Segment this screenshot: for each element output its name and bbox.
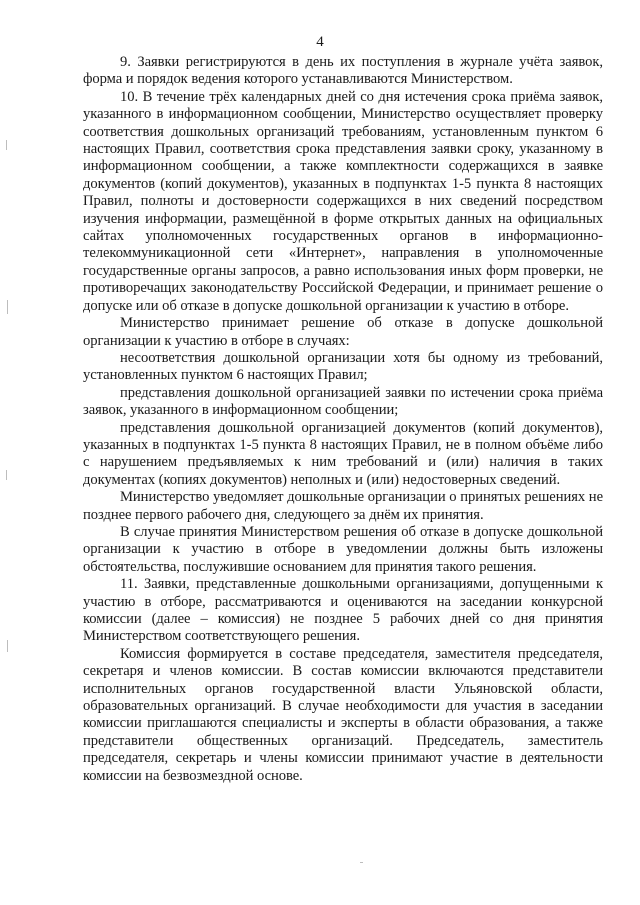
scan-mark [6,470,7,480]
paragraph-commission: Комиссия формируется в составе председателя, заместителя председателя, секретаря и членов комиссии. В состав комиссии включаются представители исполнительных органов государственной власти Ульяновской области, образовательных организаций. В случае необходимости для участия в заседании комиссии приглашаются специалисты и эксперты в области образования, а также представители общественных организаций. Председатель, заместитель председателя, секретарь и члены комиссии принимают участие в деятельности комиссии на безвозмездной основе. [83,645,603,784]
paragraph-item-11: 11. Заявки, представленные дошкольными организациями, допущенными к участию в отборе, рассматриваются и оцениваются на заседании конкурсной комиссии (далее – комиссия) не позднее 5 рабочих дней со дня принятия Министерством соответствующего решения. [83,576,603,645]
paragraph-notification: Министерство уведомляет дошкольные организации о принятых решениях не позднее первого рабочего дня, следующего за днём их принятия. [83,489,603,523]
document-body [83,54,603,785]
scan-mark [6,140,7,150]
paragraph-item-9: 9. Заявки регистрируются в день их поступления в журнале учёта заявок, форма и порядок ведения которого устанавливаются Министерством. [83,54,603,88]
paragraph-refusal-cases-intro: Министерство принимает решение об отказе в допуске дошкольной организации к участию в отборе в случаях: [83,315,603,349]
paragraph-refusal-notice: В случае принятия Министерством решения об отказе в допуске дошкольной организации к участию в отборе в уведомлении должны быть изложены обстоятельства, послужившие основанием для принятия такого решения. [83,523,603,575]
paragraph-refusal-case-3: представления дошкольной организацией документов (копий документов), указанных в подпунктах 1-5 пункта 8 настоящих Правил, не в полном объёме либо с нарушением предъявляемых к ним требований и (или) наличия в таких документах (копиях документов) неполных и (или) недостоверных сведений. [83,419,603,488]
paragraph-refusal-case-1: несоответствия дошкольной организации хотя бы одному из требований, установленных пунктом 6 настоящих Правил; [83,349,603,384]
scan-mark [7,640,8,652]
paragraph-item-10: 10. В течение трёх календарных дней со дня истечения срока приёма заявок, указанного в информационном сообщении, Министерство осуществляет проверку соответствия дошкольных организаций требованиям, установленным пунктом 6 настоящих Правил, соответствия срока представления заявки сроку, указанному в информационном сообщении, а также комплектности содержащихся в заявке документов (копий документов), указанных в подпунктах 1-5 пункта 8 настоящих Правил, полноты и достоверности содержащихся в них сведений посредством изучения информации, размещённой в форме открытых данных на официальных сайтах уполномоченных государственных органов в информационно-телекоммуникационной сети «Интернет», направления в уполномоченные государственные органы запросов, а равно использования иных форм проверки, не противоречащих законодательству Российской Федерации, и принимает решение о допуске или об отказе в допуске дошкольной организации к участию в отборе. [83,88,603,314]
page-number: 4 [316,34,324,50]
scan-mark [7,300,8,314]
scan-mark [360,862,363,863]
paragraph-refusal-case-2: представления дошкольной организацией заявки по истечении срока приёма заявок, указанного в информационном сообщении; [83,384,603,419]
